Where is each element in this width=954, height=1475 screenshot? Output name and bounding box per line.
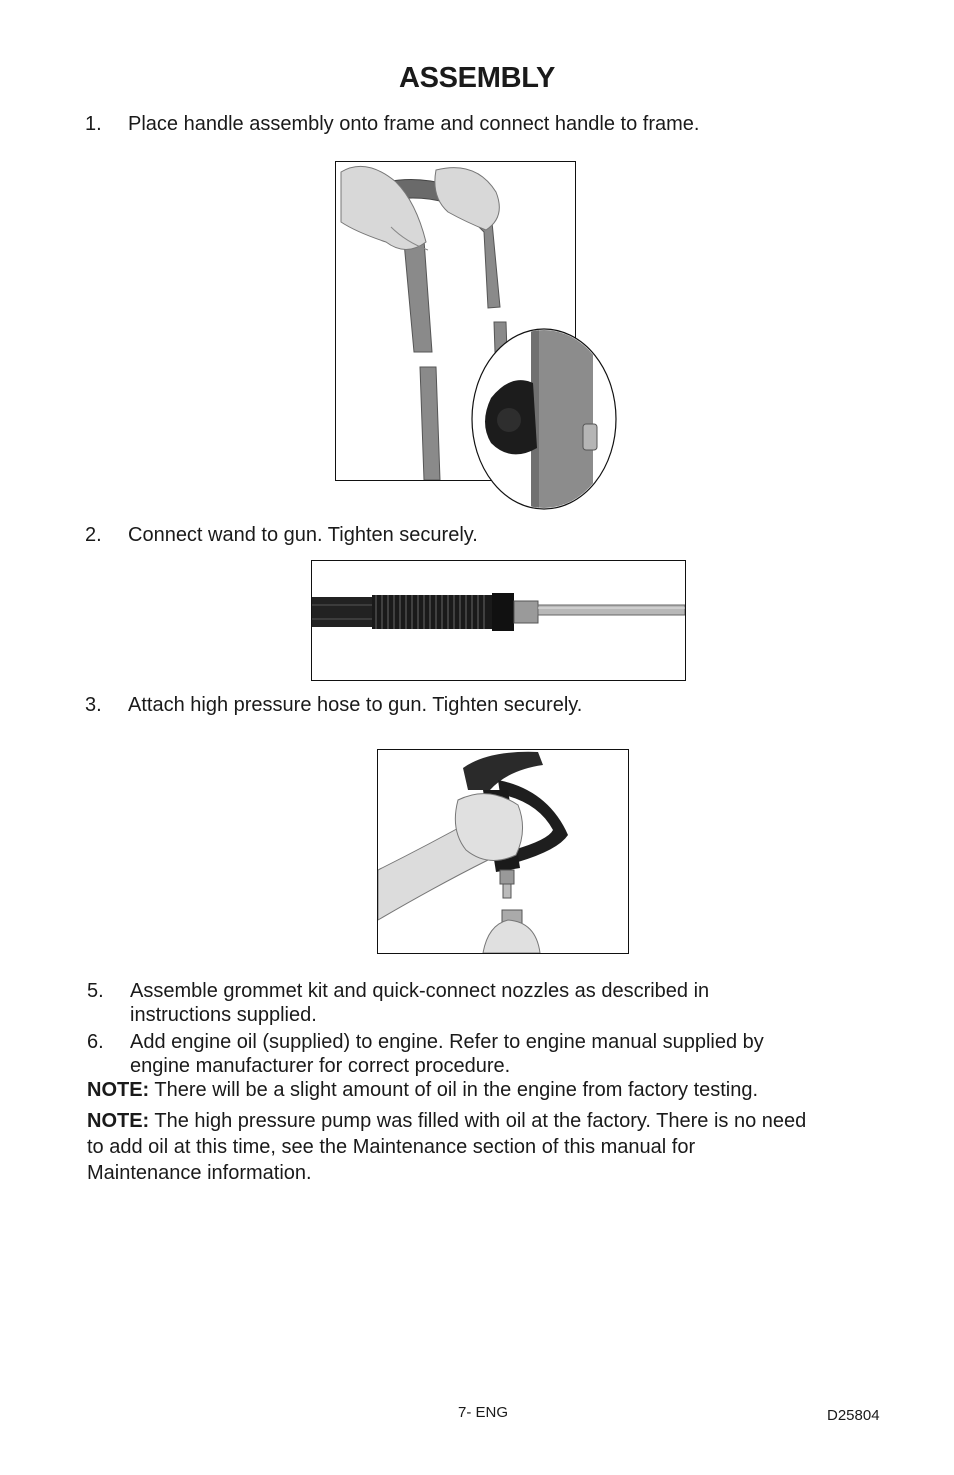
note-pump-oil — [87, 1108, 806, 1186]
step-5 — [87, 979, 887, 1027]
step-text-line-1: Assemble grommet kit and quick-connect nozzles as described in — [130, 980, 710, 1002]
step-number: 1. — [85, 113, 102, 135]
step-text: Place handle assembly onto frame and connect handle to frame. — [128, 113, 700, 135]
wand-gun-figure — [311, 560, 686, 681]
page-number: 7- ENG — [458, 1404, 509, 1421]
step-3 — [85, 693, 885, 717]
step-text-line-2: instructions supplied. — [130, 1004, 317, 1026]
note-text-line-1: The high pressure pump was filled with oil at the factory. There is no need — [149, 1110, 807, 1132]
step-text-line-1: Add engine oil (supplied) to engine. Refer to engine manual supplied by — [130, 1031, 764, 1053]
knob-detail-illustration — [471, 328, 617, 510]
knob-detail-inset — [471, 328, 617, 510]
step-number: 3. — [85, 694, 102, 716]
step-text: Connect wand to gun. Tighten securely. — [128, 524, 478, 546]
step-number: 5. — [87, 980, 104, 1002]
hose-gun-figure — [377, 749, 629, 954]
note-text: There will be a slight amount of oil in the engine from factory testing. — [149, 1079, 759, 1101]
note-factory-testing — [87, 1077, 758, 1103]
step-text: Attach high pressure hose to gun. Tighten securely. — [128, 694, 583, 716]
step-6 — [87, 1030, 887, 1078]
step-number: 2. — [85, 524, 102, 546]
step-number: 6. — [87, 1031, 104, 1053]
step-2 — [85, 523, 885, 547]
note-text-line-2: to add oil at this time, see the Maintenance section of this manual for — [87, 1136, 696, 1158]
step-1 — [85, 112, 885, 136]
note-label: NOTE: — [87, 1079, 150, 1101]
hose-gun-illustration — [378, 750, 628, 953]
page-title: ASSEMBLY — [398, 62, 556, 94]
step-text-line-2: engine manufacturer for correct procedure. — [130, 1055, 511, 1077]
note-text-line-3: Maintenance information. — [87, 1162, 312, 1184]
note-label: NOTE: — [87, 1110, 150, 1132]
wand-gun-illustration — [312, 561, 685, 680]
document-code: D25804 — [827, 1407, 880, 1424]
